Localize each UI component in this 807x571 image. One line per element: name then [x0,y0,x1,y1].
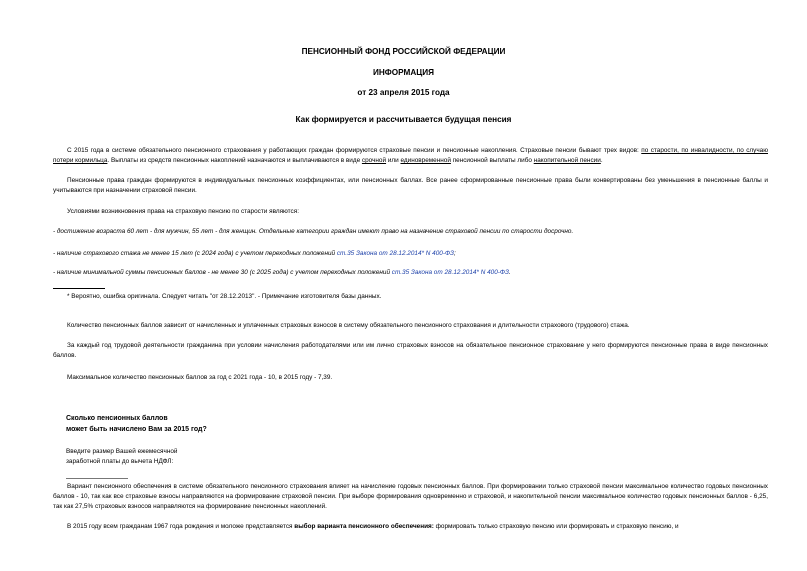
paragraph-max-points: Максимальное количество пенсионных баллов за год с 2021 года - 10, в 2015 году - 7,39. [67,374,333,381]
text-run: . [600,157,603,165]
paragraph-pension-types [53,146,768,166]
text-run: пенсионной выплаты либо [450,157,534,165]
text-run: . Выплаты из средств пенсионных накоплений назначаются и выплачиваются в виде [107,157,362,165]
law-article-link[interactable]: ст.35 Закона от 28.12.2014* N 400-ФЗ [391,269,509,276]
org-heading: ПЕНСИОННЫЙ ФОНД РОССИЙСКОЙ ФЕДЕРАЦИИ [301,47,506,56]
law-article-link[interactable]: ст.35 Закона от 28.12.2014* N 400-ФЗ [336,250,454,257]
text-run: или [386,157,401,165]
footnote-divider [53,288,105,289]
salary-label-line2: заработной платы до вычета НДФЛ: [66,458,174,465]
text-run: - наличие страхового стажа не менее 15 лет (с 2024 года) с учетом переходных положений [53,250,337,257]
condition-age: - достижение возраста 60 лет - для мужчин, 55 лет - для женщин. Отдельные категории граждан имеют право на назначение страховой пенсии по старости досрочно. [53,228,574,235]
footnote: * Вероятно, ошибка оригинала. Следует читать "от 28.12.2013". - Примечание изготовителя базы данных. [67,293,382,300]
term-urgent-link[interactable]: срочной [361,157,387,165]
pension-kinds-link[interactable]: по старости, по инвалидности, по случаю потери кормильца [53,147,768,165]
condition-insurance-period [53,249,768,259]
doc-type-heading: ИНФОРМАЦИЯ [373,68,434,77]
doc-date: от 23 апреля 2015 года [357,88,450,97]
term-funded-pension-link[interactable]: накопительной пенсии [533,157,601,165]
text-run: В 2015 году всем гражданам 1967 года рождения и моложе представляется [67,523,295,530]
salary-label-line1: Введите размер Вашей ежемесячной [66,448,178,455]
calculator-title-line2: может быть начислено Вам за 2015 год? [66,426,207,433]
text-run: формировать только страховую пенсию или формировать и страховую пенсию, и [433,523,679,530]
text-run: . [508,269,511,276]
paragraph-conditions-intro: Условиями возникновения права на страховую пенсию по старости являются: [67,208,299,215]
paragraph-points-dependency: Количество пенсионных баллов зависит от начисленных и уплаченных страховых взносов в систему обязательного пенсионного страхования и длительности страхового (трудового) стажа. [67,322,630,329]
text-run: С 2015 года в системе обязательного пенсионного страхования у работающих граждан формируются страховые пенсии и пенсионные накопления. Страховые пенсии бывают трех видов: [67,147,642,154]
condition-minimum-points [53,268,768,278]
text-run: - наличие минимальной суммы пенсионных баллов - не менее 30 (с 2025 года) с учетом переходных положений [53,269,392,276]
paragraph-annual-rights: За каждый год трудовой деятельности гражданина при условии начисления работодателями или им лично страховых взносов на обязательное пенсионное страхование у него формируются пенсионные права в виде пенсионных баллов. [53,342,768,360]
salary-input[interactable] [66,473,128,479]
paragraph-pension-option: Вариант пенсионного обеспечения в системе обязательного пенсионного страхования влияет на начисление годовых пенсионных баллов. При формировании только страховой пенсии максимальное количество годовых пенсионных баллов - 10, так как все страховые взносы направляются на формирование страховой пенсии. При выборе формирования одновременно и страховой, и накопительной пенсии максимальное количество годовых пенсионных баллов - 6,25, так как 27,5% страховых взносов направляются на формирование пенсионных накоплений. [53,483,768,511]
paragraph-choice-2015 [53,522,768,532]
emphasis-text: выбор варианта пенсионного обеспечения: [294,523,434,530]
page-title: Как формируется и рассчитывается будущая пенсия [295,115,512,124]
calculator-title-line1: Сколько пенсионных баллов [66,415,168,422]
paragraph-pension-rights: Пенсионные права граждан формируются в индивидуальных пенсионных коэффициентах, или пенсионных баллах. Все ранее сформированные пенсионные права были конвертированы без уменьшения в пенсионные баллы и учитываются при назначении страховой пенсии. [53,177,768,195]
term-lump-sum-link[interactable]: единовременной [400,157,451,165]
text-run: ; [453,250,456,257]
